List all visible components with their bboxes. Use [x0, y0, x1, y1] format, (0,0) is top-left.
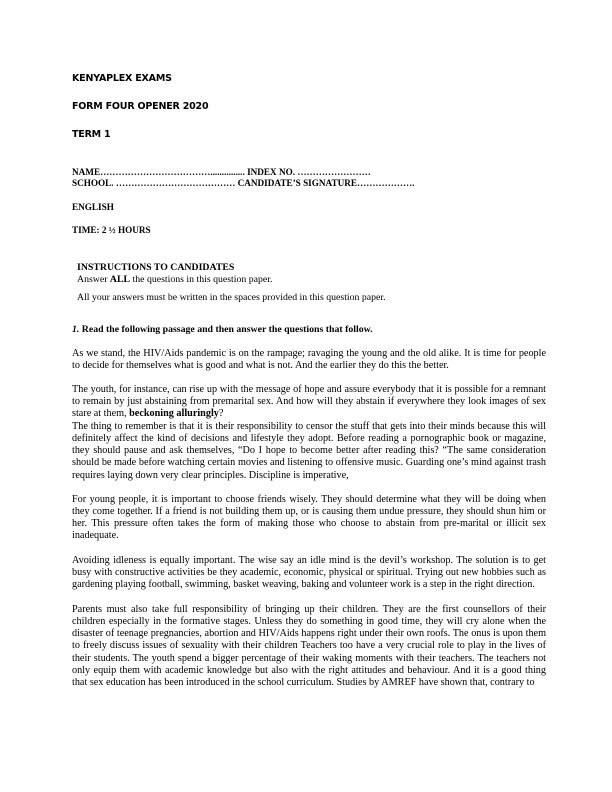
instruction-answer-all — [77, 274, 272, 285]
passage-paragraph-4: For young people, it is important to choose friends wisely. They should determine what they will be doing when they come together. If a friend is not building them up, or is causing them undue pressure, they should shun him or her. This pressure often takes the form of making those who choose to abstain from pre-marital or illicit sex inadequate. — [72, 494, 546, 542]
instructions-heading: INSTRUCTIONS TO CANDIDATES — [77, 262, 235, 273]
exam-body-heading: KENYAPLEX EXAMS — [72, 73, 172, 84]
time-label: TIME: 2 ½ HOURS — [72, 225, 151, 235]
passage-paragraph-5: Avoiding idleness is equally important. The wise say an idle mind is the devil’s workshop. The solution is to get busy with constructive activities be they academic, economic, physical or spiritual. Trying out new hobbies such as gardening playing football, swimming, basket weaving, baking and volunteer work is a step in the right direction. — [72, 555, 546, 591]
question-prompt-text: Read the following passage and then answer the questions that follow. — [79, 324, 373, 335]
exam-title-heading: FORM FOUR OPENER 2020 — [72, 101, 209, 112]
passage-paragraph-3: The thing to remember is that it is their responsibility to censor the stuff that gets into their minds because this will definitely affect the kind of decisions and lifestyle they adopt. Before reading a pornographic book or magazine, they should pause and ask themselves, “Do I hope to become better after reading this? “The same consideration should be made before watching certain movies and listening to offensive music. Guarding one’s mind against trash requires laying down very clear principles. Discipline is imperative, — [72, 421, 546, 481]
passage-bold-phrase: beckoning alluringly — [129, 408, 219, 420]
term-heading: TERM 1 — [72, 129, 111, 140]
school-signature-line: SCHOOL. ………………………………… CANDIDATE’S SIGNATURE………………. — [72, 178, 415, 188]
question-1-prompt — [72, 324, 373, 335]
passage-paragraph-6: Parents must also take full responsibility of bringing up their children. They are the first counsellors of their children especially in the formative stages. Unless they do something in good time, they will cry alone when the disaster of teenage pregnancies, abortion and HIV/Aids happens right under their own roofs. The onus is upon them to freely discuss issues of sexuality with their children Teachers too have a very crucial role to play in the lives of their students. The youth spend a bigger percentage of their waking moments with their teachers. The teachers not only equip them with academic knowledge but also with the right attitudes and behaviour. And it is a good thing that sex education has been introduced in the school curriculum. Studies by AMREF have shown that, contrary to — [72, 604, 546, 688]
passage-paragraph-1: As we stand, the HIV/Aids pandemic is on the rampage; ravaging the young and the old alike. It is time for people to decide for themselves what is good and what is not. And the earlier they do this the better. — [72, 348, 546, 372]
passage-paragraph-2 — [72, 384, 546, 420]
instruction-text: Answer — [77, 274, 110, 285]
instruction-answer-space: All your answers must be written in the spaces provided in this question paper. — [77, 292, 386, 303]
passage-text: ? — [218, 408, 224, 420]
name-index-line: NAME………………………………............... INDEX NO. …………………… — [72, 167, 371, 177]
subject-label: ENGLISH — [72, 202, 114, 212]
question-number: 1. — [72, 324, 80, 335]
instruction-emphasis: ALL — [109, 274, 131, 285]
instruction-text: the questions in this question paper. — [130, 274, 273, 285]
passage-text: The youth, for instance, can rise up with the message of hope and assure everybody that it is possible for a remnant to remain by just abstaining from premarital sex. And how will they abstain if everywhere they look images of sex stare at them, — [72, 384, 546, 420]
